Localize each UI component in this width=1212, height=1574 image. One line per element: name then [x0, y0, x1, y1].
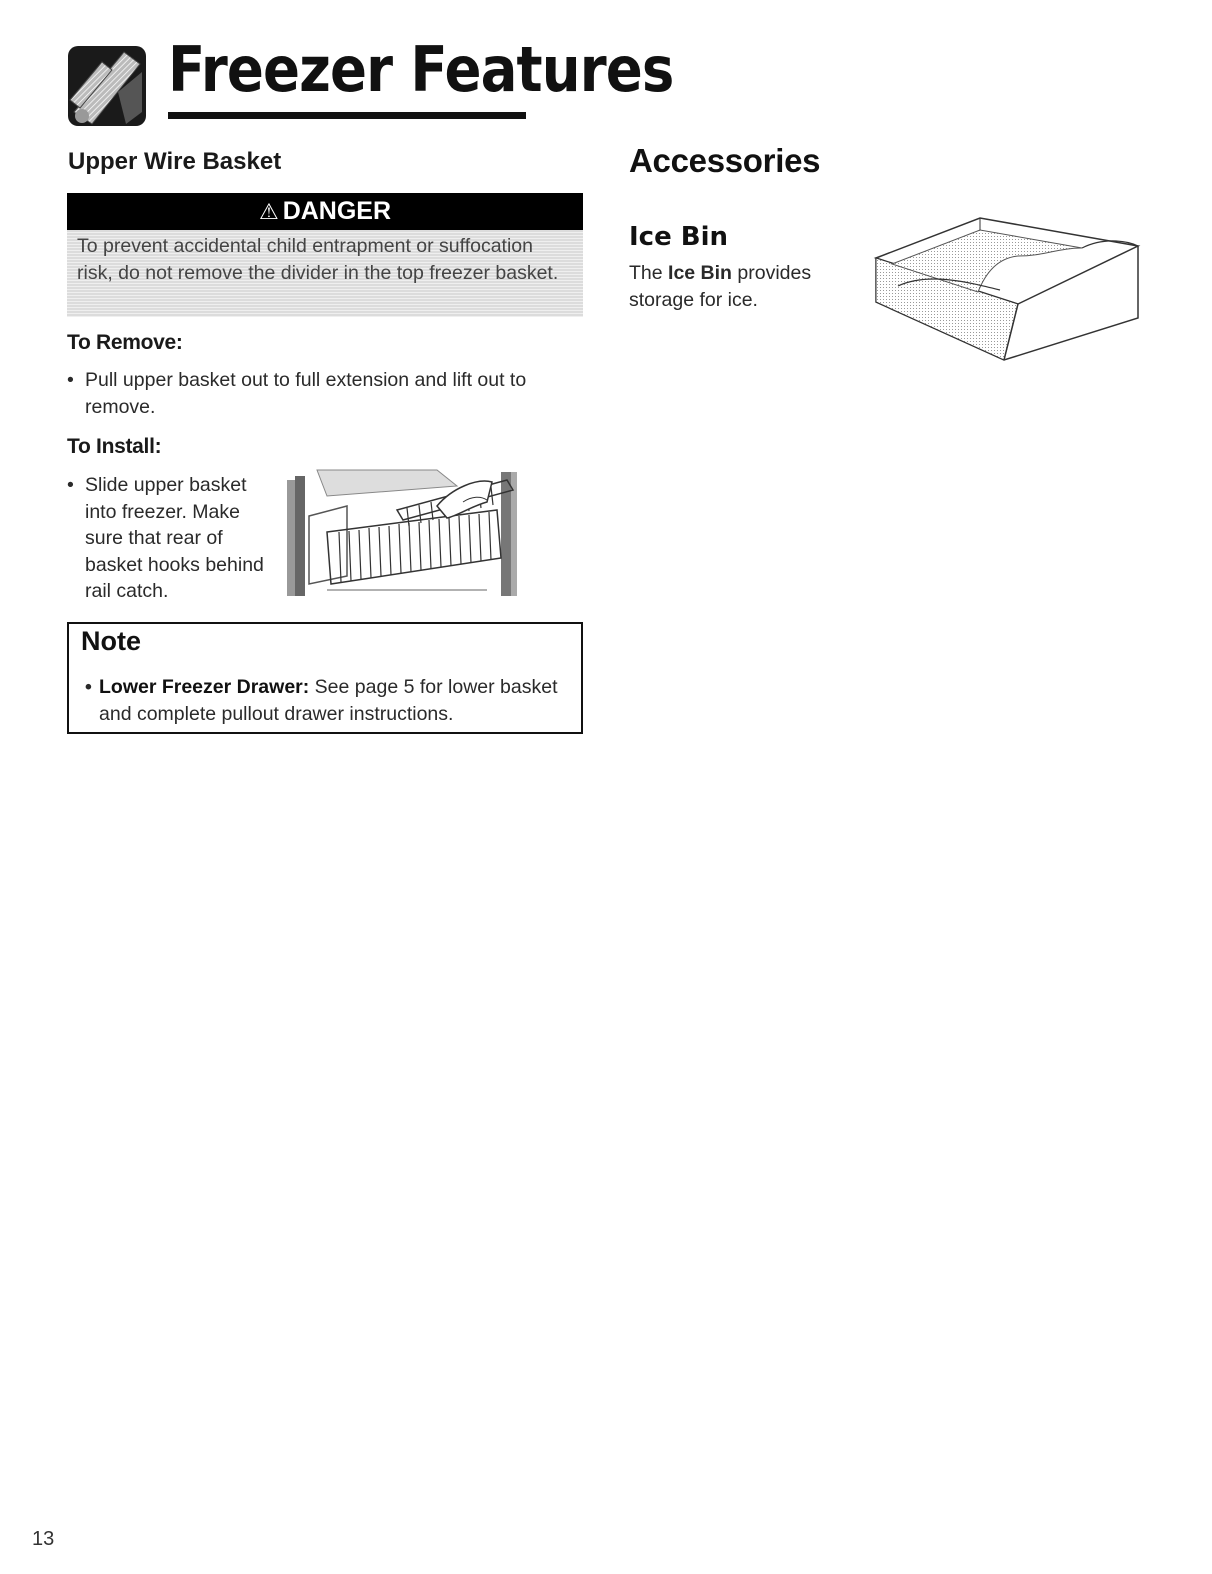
note-item-text: See page 5 for lower basket and complete pullout drawer instructions.: [99, 676, 558, 725]
to-install-heading: To Install:: [67, 435, 162, 458]
bullet: •: [67, 369, 74, 391]
section-heading-upper-wire-basket: Upper Wire Basket: [68, 148, 282, 175]
section-heading-accessories: Accessories: [629, 142, 821, 179]
danger-text: To prevent accidental child entrapment or suffocation risk, do not remove the divider in the top freezer basket.: [67, 230, 583, 317]
warning-triangle-icon: ⚠: [258, 199, 279, 224]
page-title: Freezer Features: [168, 33, 674, 106]
ice-bin-heading: Ice Bin: [629, 222, 729, 252]
danger-label-bar: [67, 193, 583, 230]
freezer-icon: [66, 42, 148, 128]
ice-bin-desc-suffix: provides storage for ice.: [629, 262, 812, 311]
ice-bin-desc-bold: Ice Bin: [668, 262, 732, 284]
title-underline: [168, 112, 526, 119]
note-item-label: Lower Freezer Drawer:: [99, 676, 310, 698]
basket-install-illustration: [287, 466, 523, 598]
ice-bin-description: [629, 260, 844, 313]
list-item: [67, 367, 577, 420]
install-step-text: Slide upper basket into freezer. Make sure that rear of basket hooks behind rail catch.: [85, 474, 264, 602]
danger-label: DANGER: [282, 197, 392, 225]
bullet: •: [67, 474, 74, 496]
ice-bin-illustration: [868, 212, 1142, 362]
remove-step-text: Pull upper basket out to full extension and lift out to remove.: [85, 369, 527, 418]
ice-bin-desc-prefix: The: [629, 262, 663, 284]
list-item: [85, 674, 565, 727]
bullet: •: [85, 676, 92, 698]
list-item: [67, 472, 282, 605]
page-number: 13: [32, 1528, 55, 1550]
danger-warning-box: [67, 193, 583, 317]
note-heading: Note: [81, 626, 141, 656]
to-remove-heading: To Remove:: [67, 331, 183, 354]
note-box: [67, 622, 583, 734]
